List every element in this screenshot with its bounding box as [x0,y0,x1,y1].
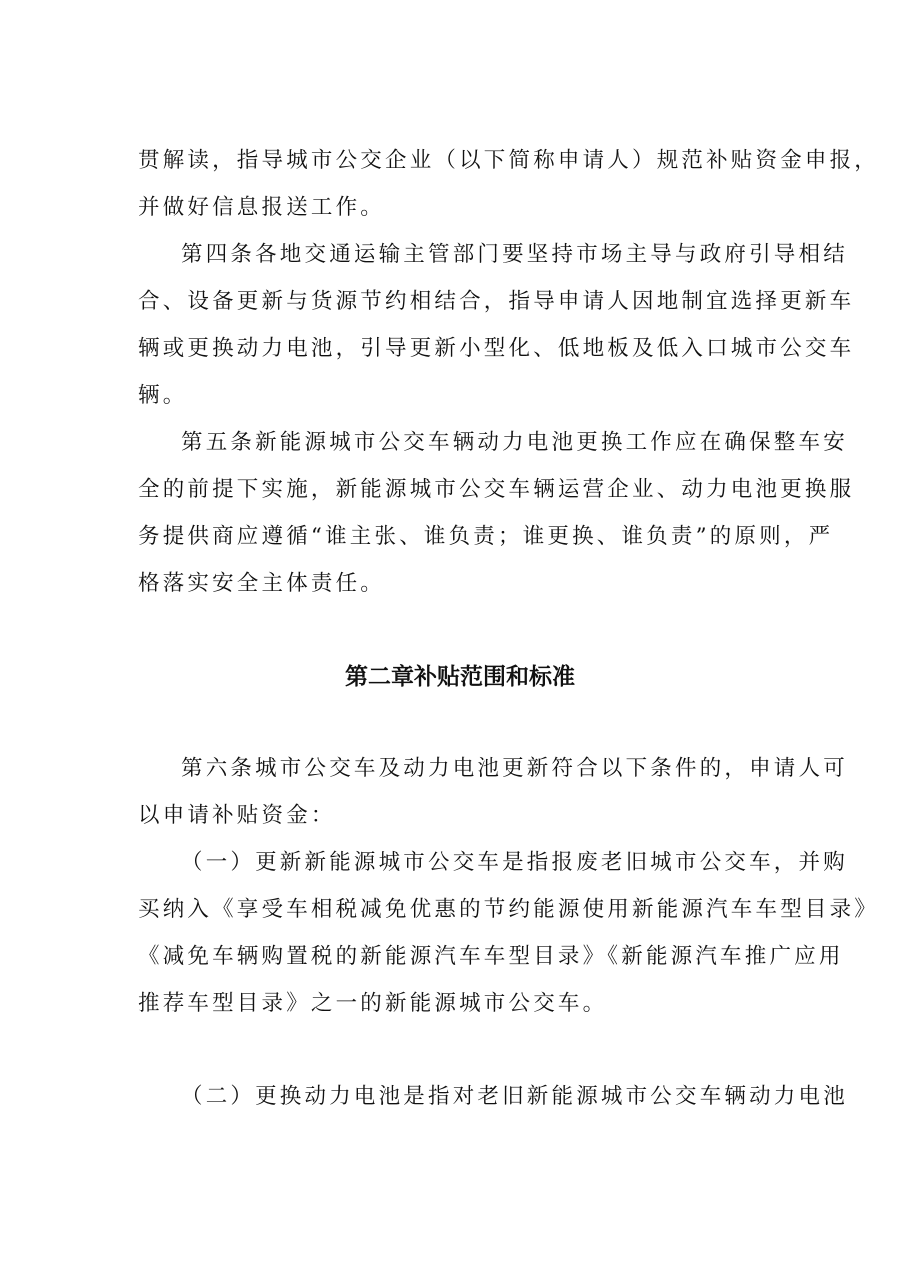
article4-line-4: 辆。 [138,383,188,408]
intro-line-2: 并做好信息报送工作。 [138,195,386,220]
article5-line-1: 第五条新能源城市公交车辆动力电池更换工作应在确保整车安 [181,430,848,455]
article4-line-2: 合、设备更新与货源节约相结合，指导申请人因地制宜选择更新车 [138,289,855,314]
article6-line-2: 以申请补贴资金： [138,803,336,828]
article4-line-3: 辆或更换动力电池，引导更新小型化、低地板及低入口城市公交车 [138,336,855,361]
article6-line-1: 第六条城市公交车及动力电池更新符合以下条件的，申请人可 [181,756,848,781]
article4-line-1: 第四条各地交通运输主管部门要坚持市场主导与政府引导相结 [181,242,848,267]
item1-line-2: 买纳入《享受车相税减免优惠的节约能源使用新能源汽车车型目录》 [138,897,880,922]
chapter-heading: 第二章补贴范围和标准 [345,664,575,690]
item2-line-1: （二）更换动力电池是指对老旧新能源城市公交车辆动力电池 [181,1084,848,1109]
intro-line-1: 贯解读，指导城市公交企业（以下简称申请人）规范补贴资金申报， [138,148,880,173]
item1-line-3: 《减免车辆购置税的新能源汽车车型目录》《新能源汽车推广应用 [138,944,844,969]
item1-line-1: （一）更新新能源城市公交车是指报废老旧城市公交车，并购 [181,850,848,875]
article5-line-2: 全的前提下实施，新能源城市公交车辆运营企业、动力电池更换服 [138,477,855,502]
item1-line-4: 推荐车型目录》之一的新能源城市公交车。 [138,991,608,1016]
article5-line-3: 务提供商应遵循“谁主张、谁负责；谁更换、谁负责”的原则，严 [138,524,834,549]
article5-line-4: 格落实安全主体责任。 [138,571,386,596]
